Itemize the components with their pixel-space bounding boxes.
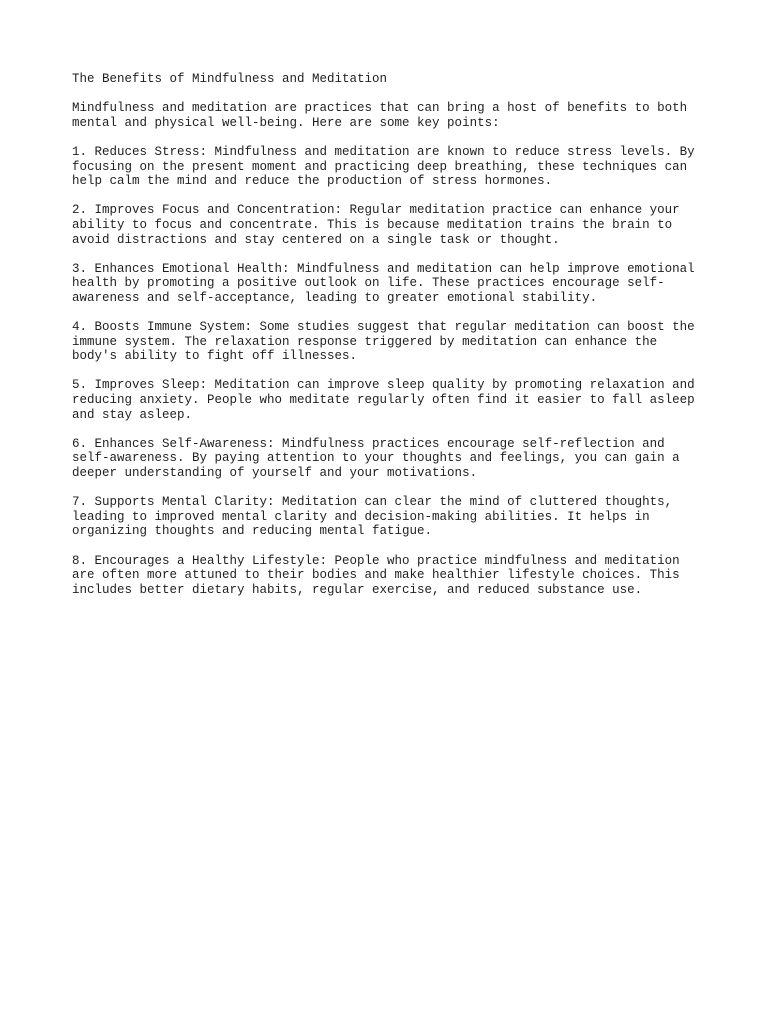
point-4-line: body's ability to fight off illnesses.: [72, 349, 358, 364]
point-7-line: leading to improved mental clarity and decision-making abilities. It helps in: [72, 509, 650, 524]
point-6-line: self-awareness. By paying attention to your thoughts and feelings, you can gain a: [72, 451, 680, 466]
point-1-line: help calm the mind and reduce the production of stress hormones.: [72, 174, 553, 189]
point-1-paragraph: [72, 145, 712, 189]
document-page: [72, 72, 712, 612]
point-6-paragraph: [72, 437, 712, 481]
point-5-line: reducing anxiety. People who meditate regularly often find it easier to fall asleep: [72, 393, 695, 408]
point-5-paragraph: [72, 378, 712, 422]
point-1-line: focusing on the present moment and practicing deep breathing, these techniques can: [72, 159, 688, 174]
point-2-line: ability to focus and concentrate. This is because meditation trains the brain to: [72, 217, 673, 232]
point-6-line: deeper understanding of yourself and your motivations.: [72, 466, 478, 481]
point-2-line: avoid distractions and stay centered on a single task or thought.: [72, 232, 560, 247]
point-7-line: organizing thoughts and reducing mental fatigue.: [72, 524, 433, 539]
point-1-line: 1. Reduces Stress: Mindfulness and meditation are known to reduce stress levels. By: [72, 144, 695, 159]
point-3-line: health by promoting a positive outlook on life. These practices encourage self-: [72, 276, 665, 291]
point-8-line: 8. Encourages a Healthy Lifestyle: People who practice mindfulness and meditation: [72, 553, 680, 568]
point-6-line: 6. Enhances Self-Awareness: Mindfulness practices encourage self-reflection and: [72, 436, 665, 451]
point-7-line: 7. Supports Mental Clarity: Meditation can clear the mind of cluttered thoughts,: [72, 495, 673, 510]
document-title: The Benefits of Mindfulness and Meditation: [72, 72, 388, 86]
point-2-line: 2. Improves Focus and Concentration: Regular meditation practice can enhance your: [72, 203, 680, 218]
point-4-line: 4. Boosts Immune System: Some studies suggest that regular meditation can boost the: [72, 320, 695, 335]
point-2-paragraph: [72, 203, 712, 247]
intro-line: mental and physical well-being. Here are some key points:: [72, 115, 500, 130]
point-3-paragraph: [72, 262, 712, 306]
point-8-paragraph: [72, 554, 712, 598]
point-4-line: immune system. The relaxation response triggered by meditation can enhance the: [72, 334, 658, 349]
point-8-line: are often more attuned to their bodies and make healthier lifestyle choices. This: [72, 568, 680, 583]
intro-paragraph: [72, 101, 712, 130]
point-7-paragraph: [72, 495, 712, 539]
point-5-line: and stay asleep.: [72, 407, 193, 422]
point-3-line: awareness and self-acceptance, leading to greater emotional stability.: [72, 290, 598, 305]
point-3-line: 3. Enhances Emotional Health: Mindfulness and meditation can help improve emotional: [72, 261, 695, 276]
point-8-line: includes better dietary habits, regular exercise, and reduced substance use.: [72, 582, 643, 597]
intro-line: Mindfulness and meditation are practices that can bring a host of benefits to both: [72, 101, 688, 116]
point-5-line: 5. Improves Sleep: Meditation can improve sleep quality by promoting relaxation and: [72, 378, 695, 393]
point-4-paragraph: [72, 320, 712, 364]
